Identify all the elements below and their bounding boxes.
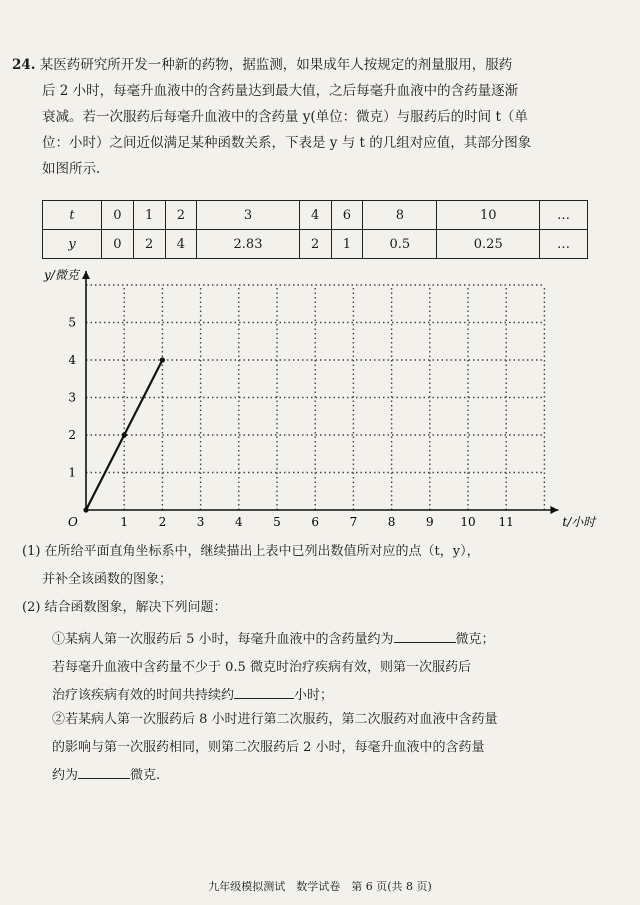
q2-1-line-1: ①某病人第一次服药后 5 小时，每毫升血液中的含药量约为 微克； [52,626,495,654]
tick-labels [68,316,513,530]
problem-number: 24. [12,57,36,73]
q2-2-line-2: 的影响与第一次服药相同，则第二次服药后 2 小时，每毫升血液中的含药量 [52,740,485,755]
q2-2-line-3: 约为 微克. [52,762,498,790]
question-2-part-1 [52,626,495,710]
intro-line-1: 24. 某医药研究所开发一种新的药物，据监测，如果成年人按规定的剂量服用，服药 [12,57,513,73]
y-tick-label: 5 [68,315,76,330]
x-tick-label: 5 [273,515,281,529]
table-cell: 2 [133,230,165,259]
answer-blank-3[interactable] [78,764,130,779]
x-tick-label: 9 [425,515,434,529]
intro-line-4: 位：小时）之间近似满足某种函数关系，下表是 y 与 t 的几组对应值，其部分图象 [42,135,532,151]
intro-line-5: 如图所示. [42,161,101,177]
y-tick-label: 4 [68,353,76,367]
x-tick-label: 7 [349,515,358,529]
x-tick-label: 3 [196,515,205,529]
question-1 [22,538,480,594]
table-cell: 10 [437,201,540,230]
y-tick-label: 1 [68,465,76,480]
page-footer: 九年级模拟测试 数学试卷 第 6 页(共 8 页) [208,880,432,893]
q2-1-line-3: 治疗该疾病有效的时间共持续约 小时； [52,682,495,710]
table-cell: 8 [363,201,437,230]
x-tick-label: 1 [120,515,129,529]
data-point [83,507,88,512]
q2-title: (2) 结合函数图象，解决下列问题： [22,600,227,615]
table-cell: … [540,230,588,259]
table-row-y [43,230,588,259]
table-cell: 2 [165,201,197,230]
x-tick-label: 8 [387,515,396,529]
table-cell: t [43,201,102,230]
axes [82,271,558,514]
y-tick-label: 2 [68,428,76,442]
answer-blank-1[interactable] [394,628,456,643]
question-2 [22,594,227,622]
origin-label: O [68,515,78,529]
table-row-t [43,201,588,230]
grid [86,285,544,510]
intro-line-3: 衰减。若一次服药后每毫升血液中的含药量 y(单位：微克）与服药后的时间 t（单 [42,109,528,125]
table-cell: 0 [102,201,134,230]
intro-line-2: 后 2 小时，每毫升血液中的含药量达到最大值，之后每毫升血液中的含药量逐渐 [42,83,519,99]
table-cell: 4 [299,201,331,230]
problem-statement [12,52,612,182]
coordinate-graph [20,268,596,533]
x-tick-label: 10 [460,515,476,529]
answer-blank-2[interactable] [234,684,294,699]
question-2-part-2 [52,706,498,790]
data-point [122,432,127,437]
x-tick-label: 6 [311,515,320,529]
table-cell: 4 [165,230,197,259]
q1-line-2: 并补全该函数的图象； [42,572,173,587]
table-cell: 3 [197,201,300,230]
x-tick-label: 2 [158,515,167,529]
table-cell: 0.25 [437,230,540,259]
table-cell: 1 [331,230,363,259]
table-cell: 2 [299,230,331,259]
q2-1-line-2: 若每毫升血液中含药量不少于 0.5 微克时治疗疾病有效，则第一次服药后 [52,660,471,675]
table-cell: … [540,201,588,230]
table-cell: 0.5 [363,230,437,259]
table-cell: 1 [133,201,165,230]
x-tick-label: 11 [498,515,514,529]
table-cell: 0 [102,230,134,259]
value-table [42,200,588,259]
x-axis-arrow [550,506,558,514]
q1-line-1: (1) 在所给平面直角坐标系中，继续描出上表中已列出数值所对应的点（t，y）， [22,544,480,559]
table-cell: 6 [331,201,363,230]
y-axis-label: y/微克 [44,268,79,282]
y-axis-arrow [82,271,90,279]
y-tick-label: 3 [68,390,76,405]
data-point [160,357,165,362]
x-axis-label: t/小时 [562,515,596,529]
table-cell: y [43,230,102,259]
q2-2-line-1: ②若某病人第一次服药后 8 小时进行第二次服药，第二次服药对血液中含药量 [52,712,498,727]
table-cell: 2.83 [197,230,300,259]
x-tick-label: 4 [234,515,243,529]
